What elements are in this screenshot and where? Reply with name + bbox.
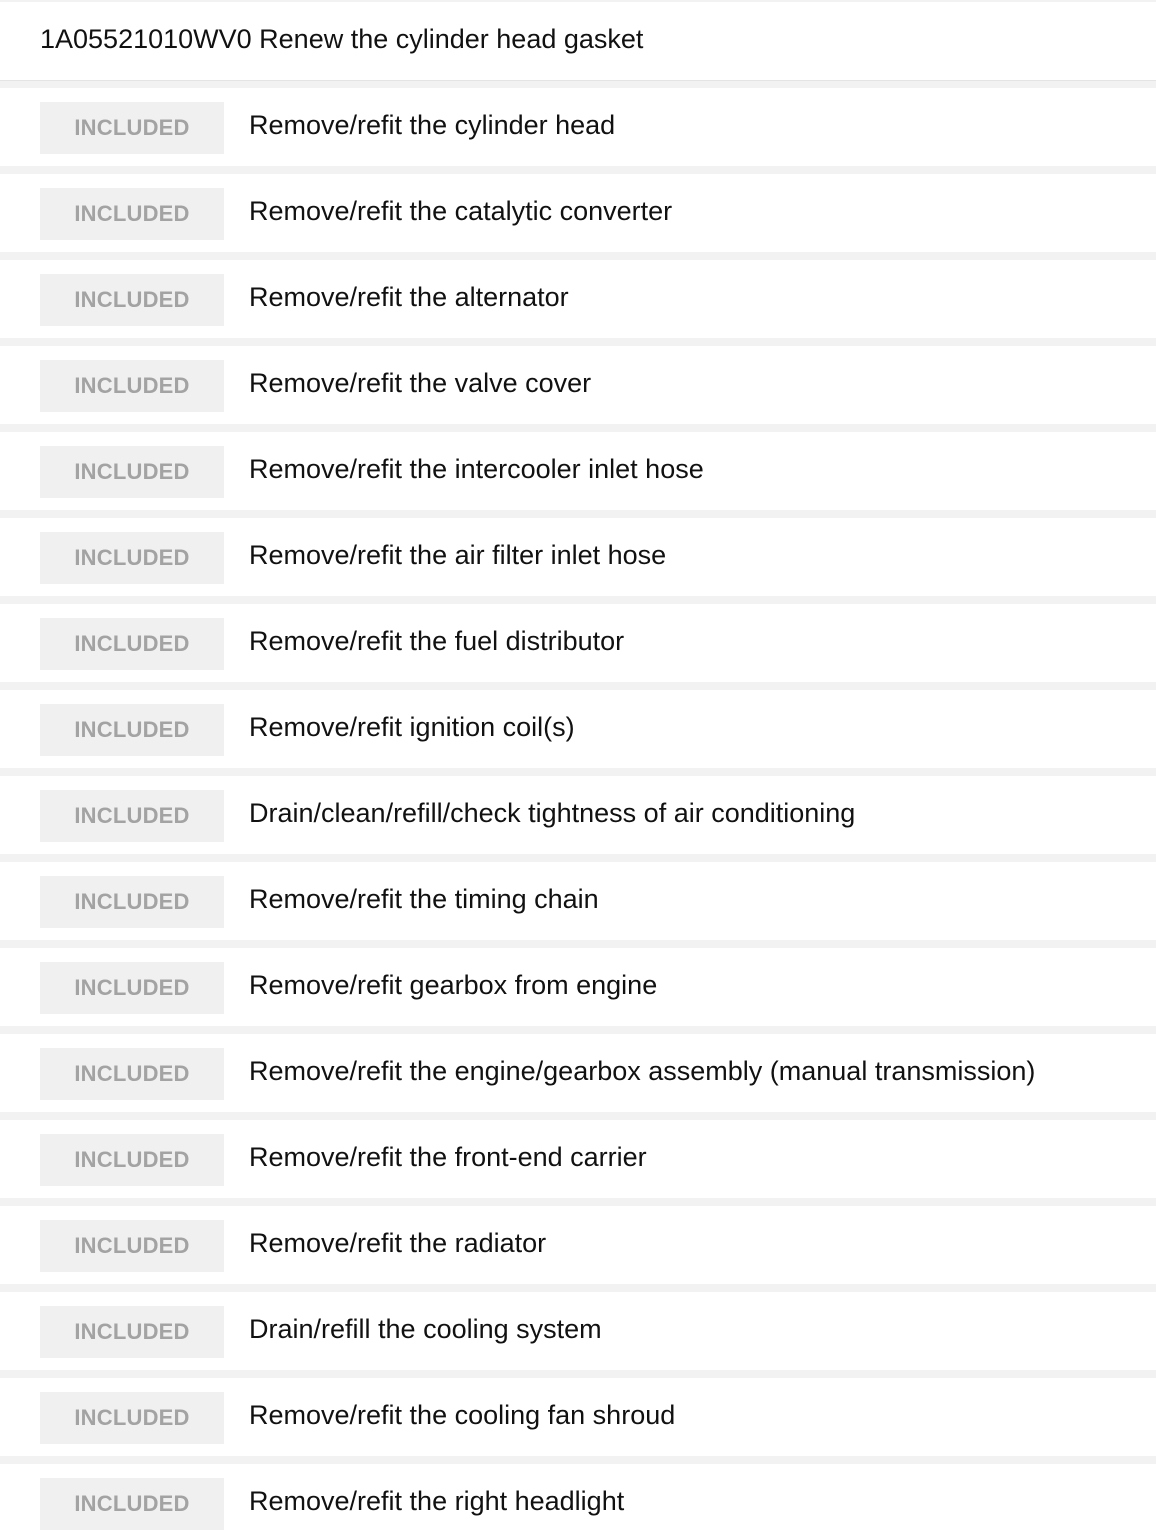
included-badge: INCLUDED [40, 102, 224, 154]
operation-label: Remove/refit the radiator [249, 1227, 547, 1258]
operation-label: Remove/refit the front-end carrier [249, 1141, 647, 1172]
operation-label: Remove/refit the catalytic converter [249, 195, 673, 226]
operation-label: Drain/clean/refill/check tightness of air conditioning [249, 797, 856, 828]
list-item[interactable] [0, 776, 1156, 862]
included-badge: INCLUDED [40, 1478, 224, 1530]
list-item[interactable] [0, 1292, 1156, 1378]
included-badge: INCLUDED [40, 876, 224, 928]
operation-label: Remove/refit the fuel distributor [249, 625, 625, 656]
operation-header [0, 0, 1156, 80]
operation-label: Remove/refit gearbox from engine [249, 969, 658, 1000]
list-item[interactable] [0, 174, 1156, 260]
list-item[interactable] [0, 690, 1156, 776]
operation-label: Remove/refit the cooling fan shroud [249, 1399, 676, 1430]
list-item[interactable] [0, 862, 1156, 948]
list-item[interactable] [0, 1464, 1156, 1536]
included-badge: INCLUDED [40, 532, 224, 584]
included-badge: INCLUDED [40, 274, 224, 326]
list-item[interactable] [0, 518, 1156, 604]
included-badge: INCLUDED [40, 618, 224, 670]
included-operations-list [0, 88, 1156, 1536]
included-badge: INCLUDED [40, 790, 224, 842]
included-badge: INCLUDED [40, 1048, 224, 1100]
operation-label: Remove/refit the air filter inlet hose [249, 539, 667, 570]
header-divider [0, 80, 1156, 88]
operation-label: Remove/refit the engine/gearbox assembly (manual transmission) [249, 1055, 1036, 1086]
included-badge: INCLUDED [40, 188, 224, 240]
included-badge: INCLUDED [40, 1306, 224, 1358]
included-badge: INCLUDED [40, 962, 224, 1014]
operation-label: Remove/refit the intercooler inlet hose [249, 453, 704, 484]
operation-label: Remove/refit the alternator [249, 281, 569, 312]
list-item[interactable] [0, 432, 1156, 518]
operation-label: Remove/refit the timing chain [249, 883, 599, 914]
included-badge: INCLUDED [40, 446, 224, 498]
included-badge: INCLUDED [40, 704, 224, 756]
list-item[interactable] [0, 1378, 1156, 1464]
included-badge: INCLUDED [40, 1220, 224, 1272]
operation-label: Remove/refit the valve cover [249, 367, 592, 398]
operation-label: Remove/refit the cylinder head [249, 109, 616, 140]
list-item[interactable] [0, 1120, 1156, 1206]
list-item[interactable] [0, 346, 1156, 432]
list-item[interactable] [0, 1206, 1156, 1292]
operation-title: 1A05521010WV0 Renew the cylinder head gasket [40, 23, 644, 54]
operation-label: Remove/refit the right headlight [249, 1485, 625, 1516]
list-item[interactable] [0, 88, 1156, 174]
list-item[interactable] [0, 948, 1156, 1034]
included-badge: INCLUDED [40, 1392, 224, 1444]
list-item[interactable] [0, 604, 1156, 690]
included-badge: INCLUDED [40, 360, 224, 412]
operation-label: Drain/refill the cooling system [249, 1313, 602, 1344]
list-item[interactable] [0, 1034, 1156, 1120]
included-badge: INCLUDED [40, 1134, 224, 1186]
operation-label: Remove/refit ignition coil(s) [249, 711, 575, 742]
list-item[interactable] [0, 260, 1156, 346]
